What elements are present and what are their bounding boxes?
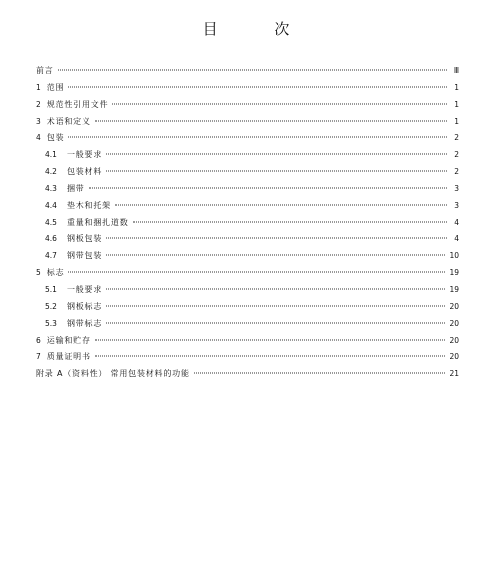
toc-entry-label: 范围 <box>46 82 65 92</box>
toc-entry-5-2[interactable] <box>36 299 459 316</box>
toc-entry-page: 20 <box>449 335 459 345</box>
dot-leader <box>95 339 446 340</box>
toc-entry-number: 2 <box>36 99 41 109</box>
toc-entry-label: 前言 <box>36 66 54 75</box>
toc-entry-foreword[interactable] <box>36 63 459 80</box>
toc-entry-number: 5.1 <box>45 284 57 294</box>
dot-leader <box>106 322 445 323</box>
toc-entry-number: 1 <box>36 82 41 92</box>
table-of-contents <box>36 63 459 383</box>
toc-entry-number: 4.5 <box>45 217 57 227</box>
toc-entry-label: 钢带包装 <box>66 251 103 261</box>
toc-entry-number: 7 <box>36 352 41 362</box>
dot-leader <box>106 288 445 289</box>
toc-entry-page: 2 <box>454 133 459 143</box>
toc-entry-label: 标志 <box>46 268 65 278</box>
toc-entry-page: 4 <box>454 234 459 244</box>
dot-leader <box>106 238 447 239</box>
toc-entry-label: 一般要求 <box>66 150 103 160</box>
toc-entry-marking[interactable] <box>36 265 459 282</box>
toc-entry-label: 一般要求 <box>66 284 103 294</box>
toc-entry-4-3[interactable] <box>36 181 459 198</box>
toc-entry-4-4[interactable] <box>36 198 459 215</box>
toc-entry-packaging[interactable] <box>36 130 459 147</box>
dot-leader <box>95 356 446 357</box>
toc-entry-4-6[interactable] <box>36 231 459 248</box>
dot-leader <box>133 221 447 222</box>
toc-entry-label: 术语和定义 <box>46 116 91 126</box>
dot-leader <box>68 137 447 138</box>
toc-entry-page: 19 <box>449 284 459 294</box>
dot-leader <box>89 187 447 188</box>
toc-entry-page: 1 <box>454 116 459 126</box>
toc-entry-transport-storage[interactable] <box>36 333 459 350</box>
toc-entry-page: 20 <box>449 318 459 328</box>
toc-entry-page: 2 <box>454 167 459 177</box>
toc-entry-4-5[interactable] <box>36 215 459 232</box>
toc-entry-label: 重量和捆扎道数 <box>66 217 129 227</box>
toc-entry-label: 附录 A（资料性） 常用包装材料的功能 <box>36 369 190 379</box>
toc-entry-label: 捆带 <box>66 183 85 193</box>
toc-entry-number: 4 <box>36 133 41 143</box>
dot-leader <box>106 154 447 155</box>
toc-entry-page: 19 <box>449 268 459 278</box>
toc-entry-number: 6 <box>36 335 41 345</box>
toc-entry-quality-certificate[interactable] <box>36 349 459 366</box>
dot-leader <box>68 272 445 273</box>
toc-entry-label: 包装材料 <box>66 167 103 177</box>
toc-entry-label: 质量证明书 <box>46 352 91 362</box>
toc-entry-number: 4.3 <box>45 183 57 193</box>
toc-entry-number: 4.7 <box>45 251 57 261</box>
toc-entry-5-3[interactable] <box>36 316 459 333</box>
dot-leader <box>115 204 447 205</box>
toc-entry-number: 5.2 <box>45 301 57 311</box>
toc-entry-page: 1 <box>454 82 459 92</box>
toc-entry-scope[interactable] <box>36 80 459 97</box>
toc-entry-label: 包装 <box>46 133 65 143</box>
toc-entry-label: 规范性引用文件 <box>46 99 109 109</box>
toc-entry-4-7[interactable] <box>36 248 459 265</box>
toc-entry-page: 2 <box>454 150 459 160</box>
toc-entry-page: 1 <box>454 99 459 109</box>
toc-entry-number: 4.6 <box>45 234 57 244</box>
dot-leader <box>58 70 447 71</box>
toc-entry-number: 4.4 <box>45 200 57 210</box>
toc-entry-terms[interactable] <box>36 114 459 131</box>
dot-leader <box>194 373 446 374</box>
toc-entry-page: 20 <box>449 301 459 311</box>
toc-entry-4-1[interactable] <box>36 147 459 164</box>
toc-entry-number: 4.2 <box>45 167 57 177</box>
toc-entry-4-2[interactable] <box>36 164 459 181</box>
toc-entry-page: 4 <box>454 217 459 227</box>
toc-entry-label: 钢板包装 <box>66 234 103 244</box>
toc-entry-annex-a[interactable] <box>36 366 459 383</box>
toc-entry-page: Ⅲ <box>453 66 459 75</box>
toc-entry-page: 3 <box>454 183 459 193</box>
dot-leader <box>106 171 447 172</box>
toc-entry-label: 运输和贮存 <box>46 335 91 345</box>
toc-entry-page: 20 <box>449 352 459 362</box>
dot-leader <box>112 103 447 104</box>
toc-entry-page: 10 <box>449 251 459 261</box>
toc-entry-number: 5 <box>36 268 41 278</box>
dot-leader <box>68 86 447 87</box>
dot-leader <box>106 255 445 256</box>
toc-entry-label: 钢板标志 <box>66 301 103 311</box>
toc-entry-label: 垫木和托架 <box>66 200 111 210</box>
toc-entry-normative-references[interactable] <box>36 97 459 114</box>
toc-entry-page: 21 <box>449 369 459 379</box>
toc-entry-number: 5.3 <box>45 318 57 328</box>
dot-leader <box>106 305 445 306</box>
toc-entry-number: 3 <box>36 116 41 126</box>
toc-entry-label: 钢带标志 <box>66 318 103 328</box>
toc-entry-page: 3 <box>454 200 459 210</box>
dot-leader <box>95 120 447 121</box>
toc-entry-5-1[interactable] <box>36 282 459 299</box>
toc-entry-number: 4.1 <box>45 150 57 160</box>
page-title: 目 次 <box>202 20 316 38</box>
